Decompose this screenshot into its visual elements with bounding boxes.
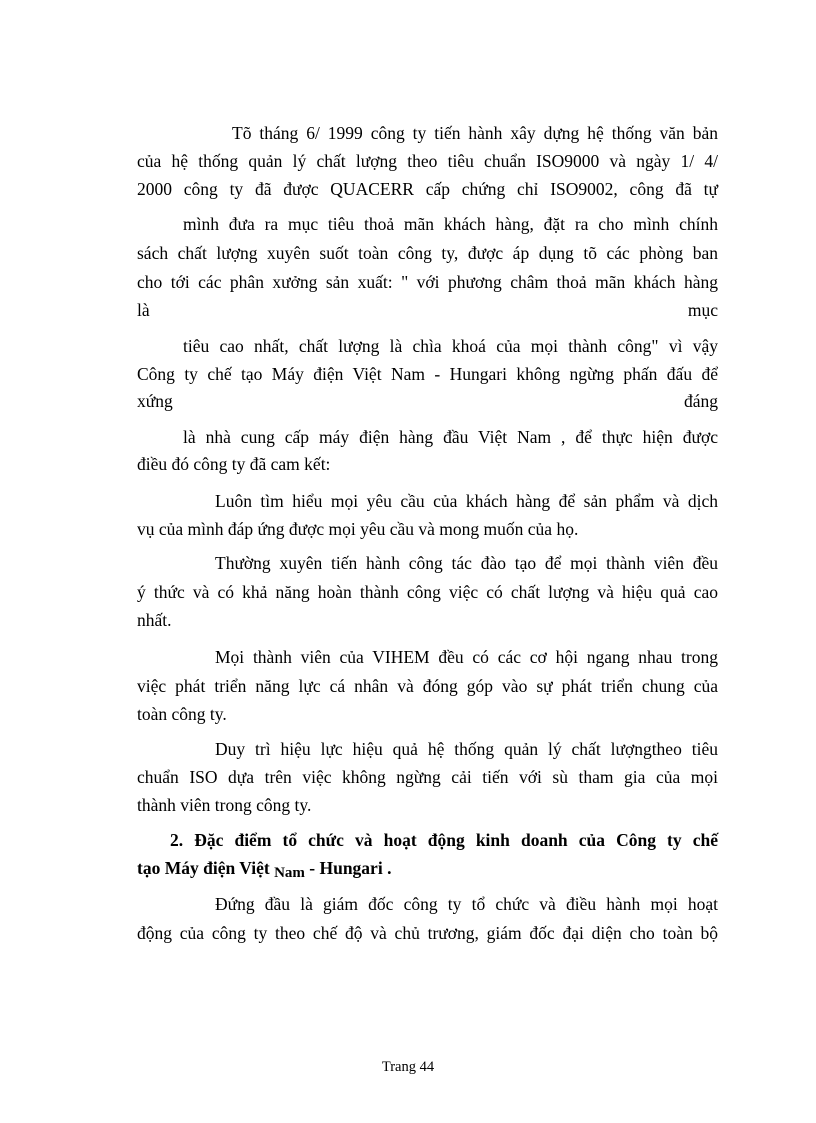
line-word: xứng [137, 391, 173, 411]
paragraph-line [137, 389, 718, 413]
paragraph-line: là nhà cung cấp máy điện hàng đầu Việt Nam , để thực hiện được [183, 427, 718, 447]
paragraph-line: Luôn tìm hiểu mọi yêu cầu của khách hàng để sản phẩm và dịch [215, 491, 718, 511]
paragraph-line: chuẩn ISO dựa trên việc không ngừng cải tiến với sù tham gia của mọi [137, 767, 718, 787]
line-word: đáng [683, 391, 718, 411]
section-heading: 2. Đặc điểm tổ chức và hoạt động kinh doanh của Công ty chế [170, 830, 718, 850]
paragraph-line: Tõ tháng 6/ 1999 công ty tiến hành xây dựng hệ thống văn bản [232, 123, 718, 143]
heading-part: - Hungari . [304, 858, 392, 878]
paragraph-line: Thường xuyên tiến hành công tác đào tạo để mọi thành viên đều [215, 553, 718, 573]
paragraph-line: việc phát triển năng lực cá nhân và đóng góp vào sự phát triển chung của [137, 676, 718, 696]
paragraph-line: cho tới các phân xưởng sản xuất: " với phương châm thoả mãn khách hàng [137, 272, 718, 292]
paragraph-line: toàn công ty. [137, 704, 227, 724]
line-word: là [137, 300, 150, 320]
paragraph-line: Mọi thành viên của VIHEM đều có các cơ hội ngang nhau trong [215, 647, 718, 667]
paragraph-line: Đứng đầu là giám đốc công ty tổ chức và điều hành mọi hoạt [215, 894, 718, 914]
paragraph-line: ý thức và có khả năng hoàn thành công việc có chất lượng và hiệu quả cao [137, 582, 718, 602]
paragraph-line: động của công ty theo chế độ và chủ trương, giám đốc đại diện cho toàn bộ [137, 923, 718, 943]
paragraph-line: Duy trì hiệu lực hiệu quả hệ thống quản lý chất lượngtheo tiêu [215, 739, 718, 759]
paragraph-line: nhất. [137, 610, 172, 630]
paragraph-line: sách chất lượng xuyên suốt toàn công ty, được áp dụng tõ các phòng ban [137, 243, 718, 263]
section-heading [137, 856, 718, 880]
paragraph-line: 2000 công ty đã được QUACERR cấp chứng chỉ ISO9002, công đã tự [137, 179, 718, 199]
paragraph-line [137, 298, 718, 322]
line-word: mục [687, 300, 718, 320]
paragraph-line: mình đưa ra mục tiêu thoả mãn khách hàng, đặt ra cho mình chính [183, 214, 718, 234]
heading-part: Nam [274, 865, 305, 881]
paragraph-line: vụ của mình đáp ứng được mọi yêu cầu và mong muốn của họ. [137, 519, 579, 539]
paragraph-line: của hệ thống quản lý chất lượng theo tiêu chuẩn ISO9000 và ngày 1/ 4/ [137, 151, 718, 171]
paragraph-line: điều đó công ty đã cam kết: [137, 454, 331, 474]
paragraph-line: thành viên trong công ty. [137, 795, 312, 815]
paragraph-line: Công ty chế tạo Máy điện Việt Nam - Hungari không ngừng phấn đấu để [137, 364, 718, 384]
page-number: Trang 44 [381, 1059, 435, 1075]
paragraph-line: tiêu cao nhất, chất lượng là chìa khoá của mọi thành công" vì vậy [183, 336, 718, 356]
heading-part: tạo Máy điện Việt [137, 858, 275, 878]
